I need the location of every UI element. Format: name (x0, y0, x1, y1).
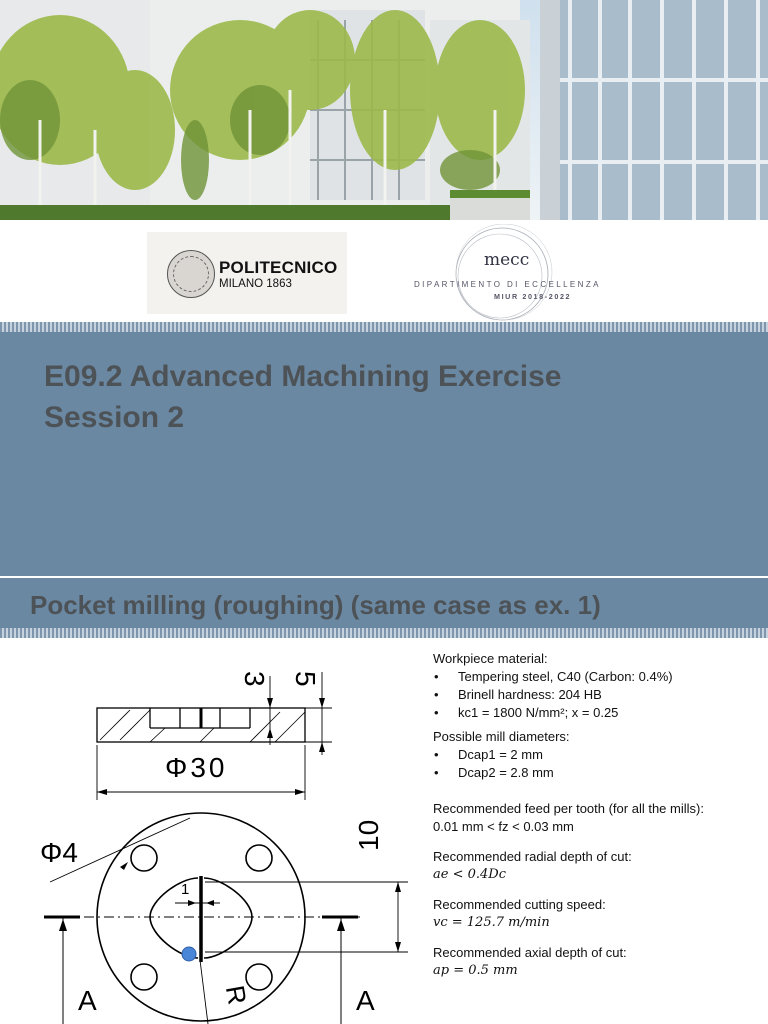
speed-value: vc = 125.7 m/min (433, 915, 550, 930)
feed-value: 0.01 mm < fz < 0.03 mm (433, 819, 574, 834)
dim-3: 3 (239, 671, 270, 687)
tick-strip-top (0, 322, 768, 332)
building-photo (0, 0, 768, 220)
section-label-right: A (356, 985, 375, 1016)
politecnico-name: POLITECNICO (219, 258, 338, 277)
dim-diameter-30: Φ30 (165, 752, 228, 783)
list-item: • Brinell hardness: 204 HB (433, 686, 763, 704)
machining-parameters (433, 650, 763, 980)
title-line-2: Session 2 (44, 401, 185, 434)
list-item: • kc1 = 1800 N/mm²; x = 0.25 (433, 704, 763, 722)
mecc-miur: MIUR 2018-2022 (494, 292, 572, 301)
tick-strip-bottom (0, 628, 768, 638)
list-item: • Tempering steel, C40 (Carbon: 0.4%) (433, 668, 763, 686)
mills-heading: Possible mill diameters: (433, 729, 570, 744)
politecnico-logo (147, 232, 347, 314)
dim-5: 5 (290, 671, 321, 687)
list-item: • Dcap1 = 2 mm (433, 746, 763, 764)
feed-heading: Recommended feed per tooth (for all the mills): (433, 801, 704, 816)
section-label-left: A (78, 985, 97, 1016)
radius-label: R (219, 983, 253, 1007)
dim-1: 1 (181, 881, 190, 898)
logo-bar (0, 220, 768, 322)
title-line-1: E09.2 Advanced Machining Exercise (44, 360, 562, 393)
dim-diameter-4: Φ4 (40, 837, 78, 868)
mecc-department: DIPARTIMENTO DI ECCELLENZA (414, 280, 601, 289)
page-title (44, 356, 561, 438)
mecc-rings-icon (410, 224, 600, 324)
mills-list (433, 746, 763, 782)
speed-heading: Recommended cutting speed: (433, 897, 606, 912)
radial-value: ae < 0.4Dc (433, 867, 506, 882)
tool-position-marker (182, 947, 196, 961)
slide-title: Pocket milling (roughing) (same case as ex. 1) (30, 590, 601, 620)
dim-10: 10 (353, 819, 384, 851)
mecc-brand: mecc (484, 250, 530, 270)
technical-drawing (0, 640, 430, 1024)
axial-value: ap = 0.5 mm (433, 963, 518, 978)
axial-heading: Recommended axial depth of cut: (433, 945, 627, 960)
politecnico-city: MILANO 1863 (219, 278, 292, 290)
material-list (433, 668, 763, 722)
list-item: • Dcap2 = 2.8 mm (433, 764, 763, 782)
mecc-logo (410, 224, 600, 324)
material-heading: Workpiece material: (433, 651, 548, 666)
radial-heading: Recommended radial depth of cut: (433, 849, 632, 864)
politecnico-seal-icon (167, 250, 215, 298)
hero-photo (0, 0, 768, 220)
